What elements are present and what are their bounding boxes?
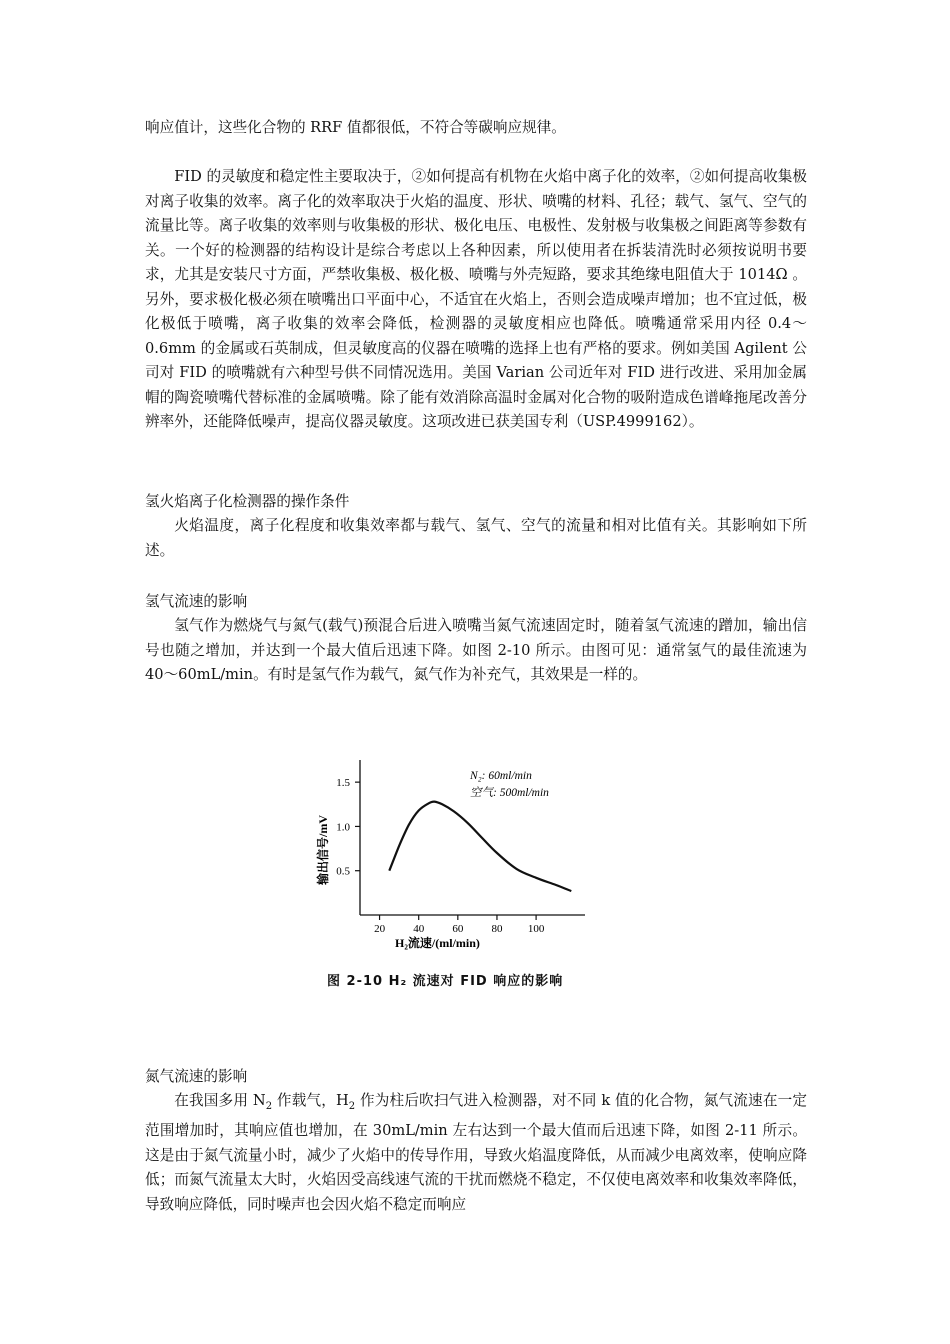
p4-part-a: 在我国多用 N bbox=[174, 1092, 266, 1109]
x-tick-label: 100 bbox=[527, 923, 545, 935]
y-axis-label: 输出信号/mV bbox=[316, 815, 330, 885]
p4-part-b: 作载气，H bbox=[272, 1092, 349, 1109]
x-tick-label: 20 bbox=[374, 923, 386, 935]
y-ticks bbox=[336, 777, 360, 878]
paragraph-nitrogen-flow bbox=[145, 1089, 807, 1217]
paragraph-fid-sensitivity: FID 的灵敏度和稳定性主要取决于，②如何提高有机物在火焰中离子化的效率，②如何提高收集极对离子收集的效率。离子化的效率取决于火焰的温度、形状、喷嘴的材料、孔径；载气、氢气、空气的流量比等。离子收集的效率则与收集极的形状、极化电压、电极性、发射极与收集极之间距离等参数有关。一个好的检测器的结构设计是综合考虑以上各种因素，所以使用者在拆装清洗时必须按说明书要求，尤其是安装尺寸方面，严禁收集极、极化极、喷嘴与外壳短路，要求其绝缘电阻值大于 1014Ω 。另外，要求极化极必须在喷嘴出口平面中心，不适宜在火焰上，否则会造成噪声增加；也不宜过低，极化极低于喷嘴，离子收集的效率会降低，检测器的灵敏度相应也降低。喷嘴通常采用内径 0.4～0.6mm 的金属或石英制成，但灵敏度高的仪器在喷嘴的选择上也有严格的要求。例如美国 Agilent 公司对 FID 的喷嘴就有六种型号供不同情况选用。美国 Varian 公司近年对 FID 进行改进、采用加金属帽的陶瓷喷嘴代替标准的金属喷嘴。除了能有效消除高温时金属对化合物的吸附造成色谱峰拖尾改善分辨率外，还能降低噪声，提高仪器灵敏度。这项改进已获美国专利（USP.4999162）。 bbox=[145, 168, 807, 430]
y-tick-label: 1.0 bbox=[336, 821, 350, 834]
x-ticks bbox=[374, 915, 545, 935]
x-axis-label: H₂流速/(ml/min) bbox=[395, 936, 480, 950]
y-tick-label: 0.5 bbox=[336, 865, 350, 878]
heading-nitrogen-flow: 氮气流速的影响 bbox=[145, 1068, 248, 1085]
response-curve bbox=[389, 802, 571, 892]
p4-sub-1: 2 bbox=[265, 1100, 273, 1112]
p4-part-c: 作为柱后吹扫气进入检测器，对不同 k 值的化合物，氮气流速在一定范围增加时，其响应值也增加，在 30mL/min 左右达到一个最大值而后迅速下降，如图 2-11 所示。这是由于氮气流量小时，减少了火焰中的传导作用，导致火焰温度降低，从而减少电离效率，使响应降低；而氮气流量太大时，火焰因受高线速气流的干扰而燃烧不稳定，不仅使电离效率和收集效率降低，导致响应降低，同时噪声也会因火焰不稳定而响应 bbox=[145, 1092, 807, 1213]
heading-operating-conditions: 氢火焰离子化检测器的操作条件 bbox=[145, 493, 350, 510]
legend-air: 空气: 500ml/min bbox=[470, 787, 549, 799]
y-tick-label: 1.5 bbox=[336, 777, 350, 790]
paragraph-intro: 响应值计，这些化合物的 RRF 值都很低，不符合等碳响应规律。 bbox=[145, 119, 566, 136]
figure-caption: 图 2-10 H₂ 流速对 FID 响应的影响 bbox=[327, 974, 564, 989]
paragraph-hydrogen-flow: 氢气作为燃烧气与氮气(载气)预混合后进入喷嘴当氮气流速固定时，随着氢气流速的蹭加，输出信号也随之增加，并达到一个最大值后迅速下降。如图 2-10 所示。由图可见：通常氢气的最佳流速为 40～60mL/min。有时是氢气作为载气，氮气作为补充气，其效果是一样的。 bbox=[145, 617, 807, 683]
paragraph-flame-conditions: 火焰温度，离子化程度和收集效率都与载气、氢气、空气的流量和相对比值有关。其影响如下所述。 bbox=[145, 517, 807, 559]
heading-hydrogen-flow: 氢气流速的影响 bbox=[145, 593, 248, 610]
x-tick-label: 40 bbox=[413, 923, 425, 935]
figure-2-10-chart bbox=[300, 735, 640, 1005]
p4-sub-2: 2 bbox=[348, 1100, 356, 1112]
x-tick-label: 80 bbox=[491, 923, 503, 935]
x-tick-label: 60 bbox=[452, 923, 464, 935]
legend-nitrogen: N₂: 60ml/min bbox=[470, 770, 532, 782]
